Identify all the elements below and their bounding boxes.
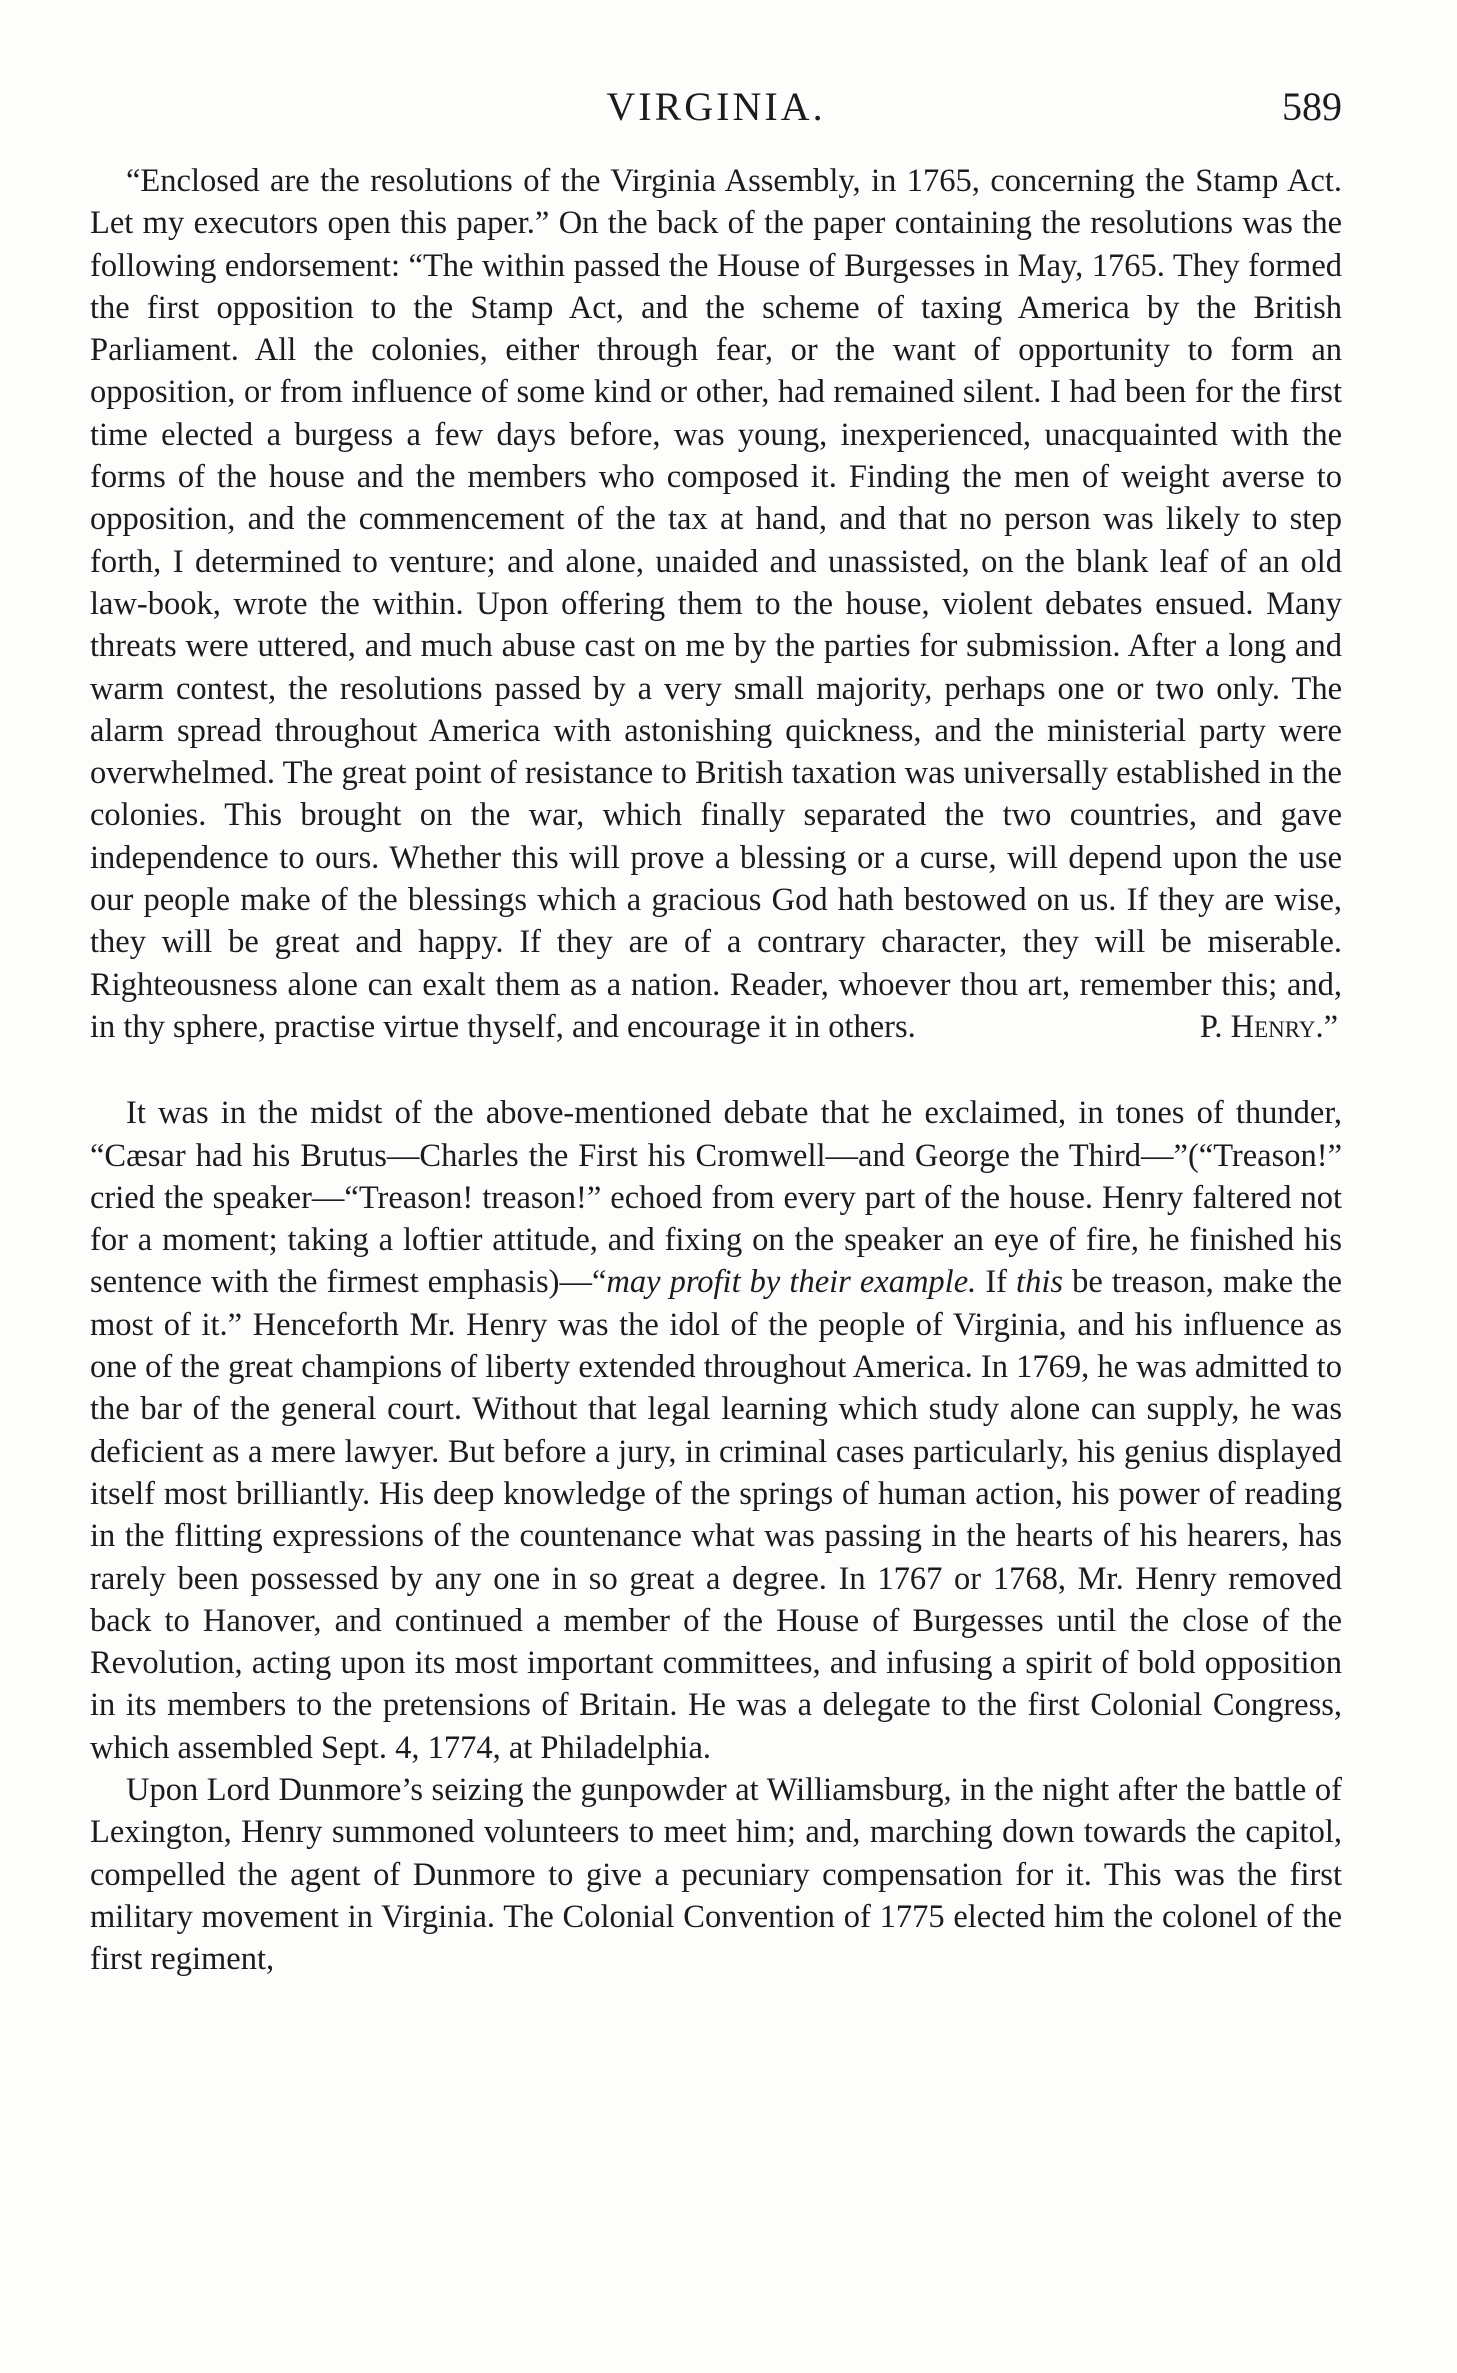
page-header <box>90 82 1342 132</box>
paragraph-dunmore-text: Upon Lord Dunmore’s seizing the gunpowder at Williamsburg, in the night after the battle of Lexington, Henry summoned volunteers to meet him; and, marching down towards the capitol, compelled the agent of Dunmore to give a pecuniary compensation for it. This was the first military movement in Virginia. The Colonial Convention of 1775 elected him the colonel of the first regiment, <box>90 1771 1342 1978</box>
paragraph-debate <box>90 1092 1342 1769</box>
quoted-paragraph <box>90 160 1342 1048</box>
paragraph-debate-start: It was in the midst of the above-mentioned debate that he exclaimed, in tones of thunder, “Cæsar had his Brutus—Charles the First his Cromwell—and George the Third—”(“Treason!” cried the speaker—“Treason! treason!” echoed from every part of the house. Henry faltered not for a moment; taking a loftier attitude, and fixing on the speaker an eye of fire, he finished his sentence with the firmest emphasis)—“ <box>90 1095 1342 1301</box>
italic-word: this <box>1016 1264 1064 1301</box>
running-title: VIRGINIA. <box>606 84 826 129</box>
paragraph-dunmore <box>90 1769 1342 1980</box>
italic-phrase: may profit by their example. <box>606 1264 977 1301</box>
paragraph-debate-middle: If <box>976 1264 1017 1301</box>
page-number: 589 <box>1282 84 1342 129</box>
body-text <box>90 160 1342 1980</box>
quote-body: “Enclosed are the resolutions of the Virginia Assembly, in 1765, concerning the Stamp Act. Let my executors open this paper.” On the back of the paper containing the resolutions was the following endorsement: “The within passed the House of Burgesses in May, 1765. They formed the first opposition to the Stamp Act, and the scheme of taxing America by the British Parliament. All the colonies, either through fear, or the want of opportunity to form an opposition, or from influence of some kind or other, had remained silent. I had been for the first time elected a burgess a few days before, was young, inexperienced, unacquainted with the forms of the house and the members who composed it. Finding the men of weight averse to opposition, and the commencement of the tax at hand, and that no person was likely to step forth, I determined to venture; and alone, unaided and unassisted, on the blank leaf of an old law-book, wrote the within. Upon offering them to the house, violent debates ensued. Many threats were uttered, and much abuse cast on me by the parties for submission. After a long and warm contest, the resolutions passed by a very small majority, perhaps one or two only. The alarm spread throughout America with astonishing quickness, and the ministerial party were overwhelmed. The great point of resistance to British taxation was universally established in the colonies. This brought on the war, which finally separated the two countries, and gave independence to ours. Whether this will prove a blessing or a curse, will depend upon the use our people make of the blessings which a gracious God hath bestowed on us. If they are wise, they will be great and happy. If they are of a contrary character, they will be miserable. Righteousness alone can exalt them as a nation. Reader, whoever thou art, remember this; and, in thy sphere, practise virtue thyself, and encourage it in others. <box>90 163 1342 1045</box>
paragraph-debate-end: be treason, make the most of it.” Henceforth Mr. Henry was the idol of the people of Virginia, and his influence as one of the great champions of liberty extended throughout America. In 1769, he was admitted to the bar of the general court. Without that legal learning which study alone can supply, he was deficient as a mere lawyer. But before a jury, in criminal cases particularly, his genius displayed itself most brilliantly. His deep knowledge of the springs of human action, his power of reading in the flitting expressions of the countenance what was passing in the hearts of his hearers, has rarely been possessed by any one in so great a degree. In 1767 or 1768, Mr. Henry removed back to Hanover, and continued a member of the House of Burgesses until the close of the Revolution, acting upon its most important committees, and infusing a spirit of bold opposition in its members to the pretensions of Britain. He was a delegate to the first Colonial Congress, which assembled Sept. 4, 1774, at Philadelphia. <box>90 1264 1342 1766</box>
signature: P. Henry.” <box>1199 1008 1338 1045</box>
